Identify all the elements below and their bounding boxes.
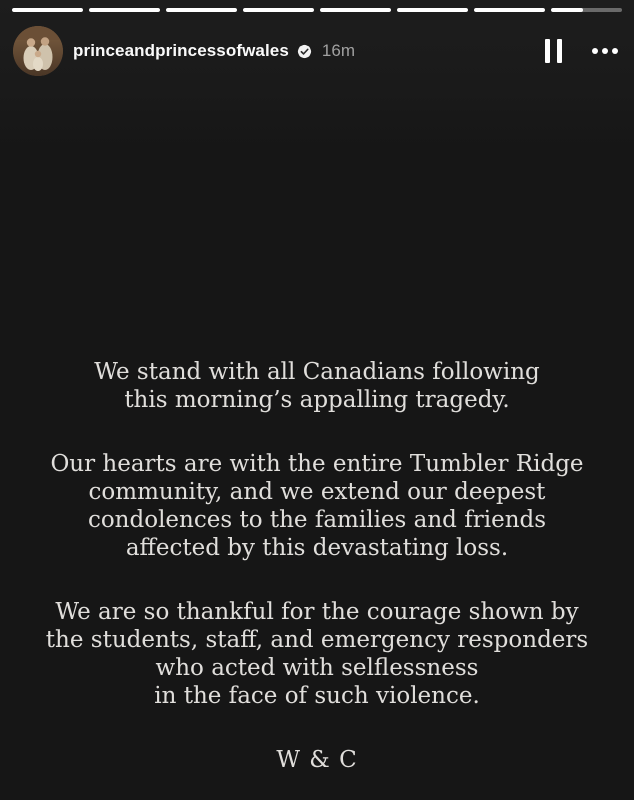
story-header <box>13 26 620 76</box>
story-progress-bar <box>12 8 622 12</box>
text-line: Our hearts are with the entire Tumbler Ridge <box>50 451 584 477</box>
more-options-icon <box>612 48 618 54</box>
pause-icon <box>557 39 562 63</box>
text-line: We are so thankful for the courage shown by <box>55 599 579 625</box>
story-paragraph <box>0 358 634 414</box>
story-timestamp: 16m <box>321 41 355 60</box>
text-line: community, and we extend our deepest <box>88 479 546 505</box>
progress-segment <box>474 8 545 12</box>
profile-photo <box>13 26 63 76</box>
progress-segment <box>320 8 391 12</box>
story-paragraph <box>0 450 634 562</box>
more-options-button[interactable] <box>590 44 620 58</box>
pause-icon <box>545 39 550 63</box>
text-line: this morning’s appalling tragedy. <box>124 387 510 413</box>
progress-segment <box>89 8 160 12</box>
text-line: in the face of such violence. <box>154 683 480 709</box>
progress-segment <box>166 8 237 12</box>
text-line: condolences to the families and friends <box>87 507 547 533</box>
more-options-icon <box>602 48 608 54</box>
story-signature: W & C <box>276 747 358 773</box>
text-line: who acted with selflessness <box>155 655 479 681</box>
progress-segment <box>243 8 314 12</box>
text-line: affected by this devastating loss. <box>125 535 509 561</box>
avatar[interactable] <box>13 26 63 76</box>
username[interactable]: princeandprincessofwales <box>73 41 289 60</box>
story-paragraph <box>0 598 634 710</box>
user-info <box>73 41 355 61</box>
progress-segment <box>12 8 83 12</box>
story-text <box>0 358 634 774</box>
progress-segment <box>397 8 468 12</box>
verified-badge-icon <box>296 43 313 60</box>
text-line: We stand with all Canadians following <box>94 359 540 385</box>
pause-button[interactable] <box>543 36 564 66</box>
progress-segment <box>551 8 622 12</box>
text-line: the students, staff, and emergency responders <box>45 627 589 653</box>
more-options-icon <box>592 48 598 54</box>
